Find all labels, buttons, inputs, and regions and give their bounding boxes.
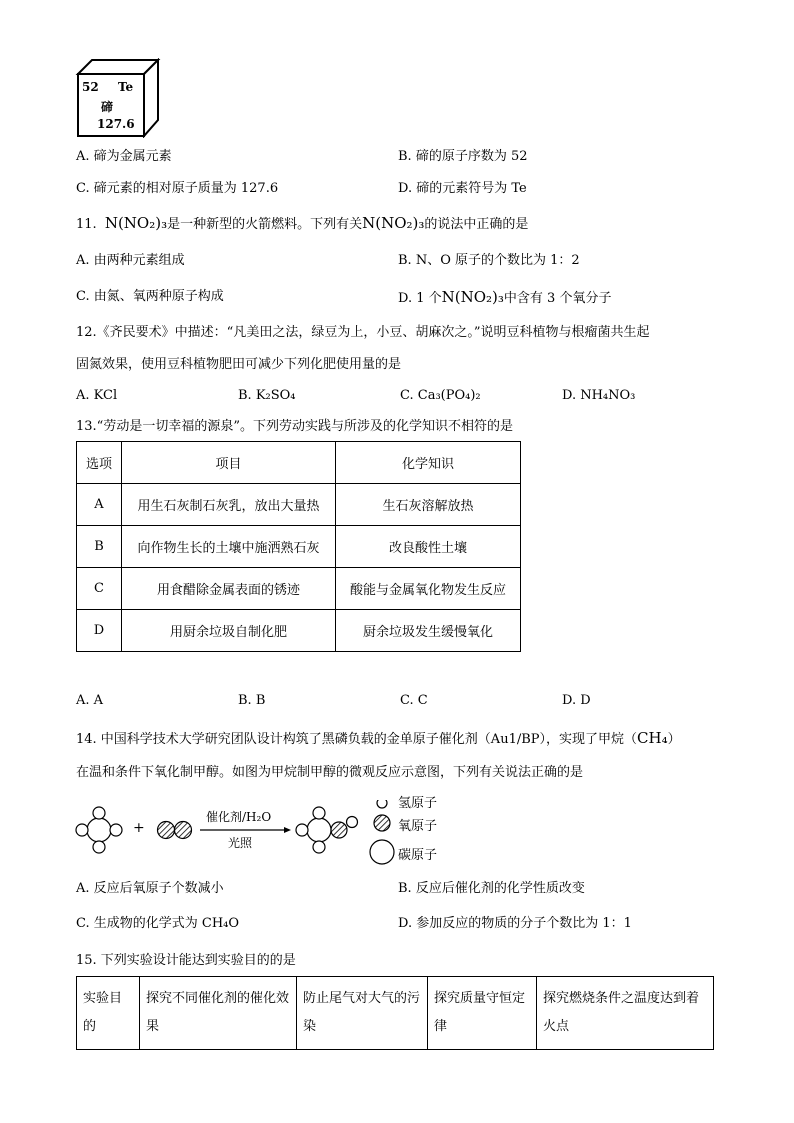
methane-molecule [76, 807, 122, 853]
legend-oxygen-icon [374, 815, 390, 831]
table-cell: 改良酸性土壤 [336, 526, 521, 568]
q14-ch4: CH₄ [637, 729, 668, 747]
methanol-molecule [296, 807, 358, 853]
table-cell: 厨余垃圾发生缓慢氧化 [336, 610, 521, 652]
table-cell: 防止尾气对大气的污染 [297, 977, 428, 1050]
q13-option-a[interactable]: A. A [76, 693, 104, 708]
q10-option-a[interactable]: A. 碲为金属元素 [76, 149, 172, 164]
q13-stem: 13.“劳动是一切幸福的源泉”。下列劳动实践与所涉及的化学知识不相符的是 [76, 419, 513, 434]
q12-option-b[interactable]: B. K₂SO₄ [238, 388, 296, 403]
legend-carbon-icon [370, 840, 394, 864]
q15-table [76, 976, 714, 1050]
q11-option-c[interactable]: C. 由氮、氧两种原子构成 [76, 289, 224, 304]
table-cell: 用厨余垃圾自制化肥 [122, 610, 336, 652]
q13-option-c[interactable]: C. C [400, 693, 428, 708]
table-header-cell: 选项 [77, 442, 122, 484]
q14-option-b[interactable]: B. 反应后催化剂的化学性质改变 [398, 881, 585, 896]
legend-oxygen-label: 氧原子 [398, 819, 438, 834]
table-cell: 用生石灰制石灰乳，放出大量热 [122, 484, 336, 526]
q10-option-c[interactable]: C. 碲元素的相对原子质量为 127.6 [76, 181, 279, 196]
q11-formula: N(NO₂)₃ [104, 214, 168, 232]
q11-option-b[interactable]: B. N、O 原子的个数比为 1：2 [398, 253, 580, 268]
q12-option-d[interactable]: D. NH₄NO₃ [562, 388, 636, 403]
q10-option-d[interactable]: D. 碲的元素符号为 Te [398, 181, 527, 196]
q11-stem-text-b: 的说法中正确的是 [424, 217, 529, 232]
legend-carbon-label: 碳原子 [398, 848, 438, 863]
q11-option-d-text-a: D. 1 个 [398, 291, 442, 306]
reaction-plus: + [133, 820, 145, 836]
table-cell: 探究质量守恒定律 [428, 977, 537, 1050]
q14-stem-line1 [76, 729, 681, 749]
q14-stem-line1-text: 14. 中国科学技术大学研究团队设计构筑了黑磷负载的金单原子催化剂（Au1/BP），实现了甲烷（ [76, 732, 638, 747]
q11-option-d-formula: N(NO₂)₃ [441, 288, 504, 306]
table-cell: D [77, 610, 122, 652]
table-cell: B [77, 526, 122, 568]
table-cell: 酸能与金属氧化物发生反应 [336, 568, 521, 610]
table-cell: 用食醋除金属表面的锈迹 [122, 568, 336, 610]
q11-number: 11. [76, 217, 97, 232]
q12-option-c[interactable]: C. Ca₃(PO₄)₂ [400, 388, 481, 403]
table-header-cell: 化学知识 [336, 442, 521, 484]
table-row [77, 610, 521, 652]
q10-option-b[interactable]: B. 碲的原子序数为 52 [398, 149, 528, 164]
table-cell: 实验目的 [77, 977, 140, 1050]
q14-stem-line2: 在温和条件下氧化制甲醇。如图为甲烷制甲醇的微观反应示意图，下列有关说法正确的是 [76, 765, 584, 780]
table-cell: 生石灰溶解放热 [336, 484, 521, 526]
element-mass: 127.6 [97, 117, 135, 131]
q11-option-a[interactable]: A. 由两种元素组成 [76, 253, 185, 268]
q14-option-c[interactable]: C. 生成物的化学式为 CH₄O [76, 916, 240, 931]
q13-option-b[interactable]: B. B [238, 693, 266, 708]
table-cell: 探究燃烧条件之温度达到着火点 [537, 977, 714, 1050]
q12-stem-line1: 12.《齐民要术》中描述：“凡美田之法，绿豆为上，小豆、胡麻次之。”说明豆科植物与根瘤菌共生起 [76, 325, 650, 340]
q11-option-d[interactable] [398, 288, 611, 308]
q12-option-a[interactable]: A. KCl [76, 388, 118, 403]
table-row [77, 526, 521, 568]
q12-stem-line2: 固氮效果，使用豆科植物肥田可减少下列化肥使用量的是 [76, 357, 402, 372]
table-cell: A [77, 484, 122, 526]
table-header-row [77, 442, 521, 484]
q11-formula-2: N(NO₂)₃ [362, 214, 425, 232]
q11-option-d-text-b: 中含有 3 个氧分子 [503, 291, 612, 306]
legend-hydrogen-icon [377, 800, 387, 808]
q13-table [76, 441, 521, 652]
arrow-head-icon [284, 827, 291, 833]
table-cell: 向作物生长的土壤中施洒熟石灰 [122, 526, 336, 568]
table-header-cell: 项目 [122, 442, 336, 484]
table-cell: 探究不同催化剂的催化效果 [140, 977, 297, 1050]
element-symbol: Te [118, 80, 134, 94]
table-row [77, 977, 714, 1050]
table-cell: C [77, 568, 122, 610]
element-name: 碲 [101, 100, 114, 114]
arrow-condition-top: 催化剂/H₂O [206, 810, 272, 824]
legend-hydrogen-label: 氢原子 [398, 796, 438, 811]
q13-option-d[interactable]: D. D [562, 693, 591, 708]
oxygen-molecule [158, 822, 192, 839]
q15-stem: 15. 下列实验设计能达到实验目的的是 [76, 953, 296, 968]
table-row [77, 484, 521, 526]
q11-stem [76, 214, 528, 234]
arrow-condition-bottom: 光照 [228, 836, 253, 850]
table-row [77, 568, 521, 610]
q14-option-a[interactable]: A. 反应后氧原子个数减小 [76, 881, 224, 896]
element-number: 52 [82, 80, 99, 94]
q11-stem-text-a: 是一种新型的火箭燃料。下列有关 [167, 217, 363, 232]
q14-option-d[interactable]: D. 参加反应的物质的分子个数比为 1：1 [398, 916, 632, 931]
q14-stem-line1-end: ） [667, 732, 681, 747]
